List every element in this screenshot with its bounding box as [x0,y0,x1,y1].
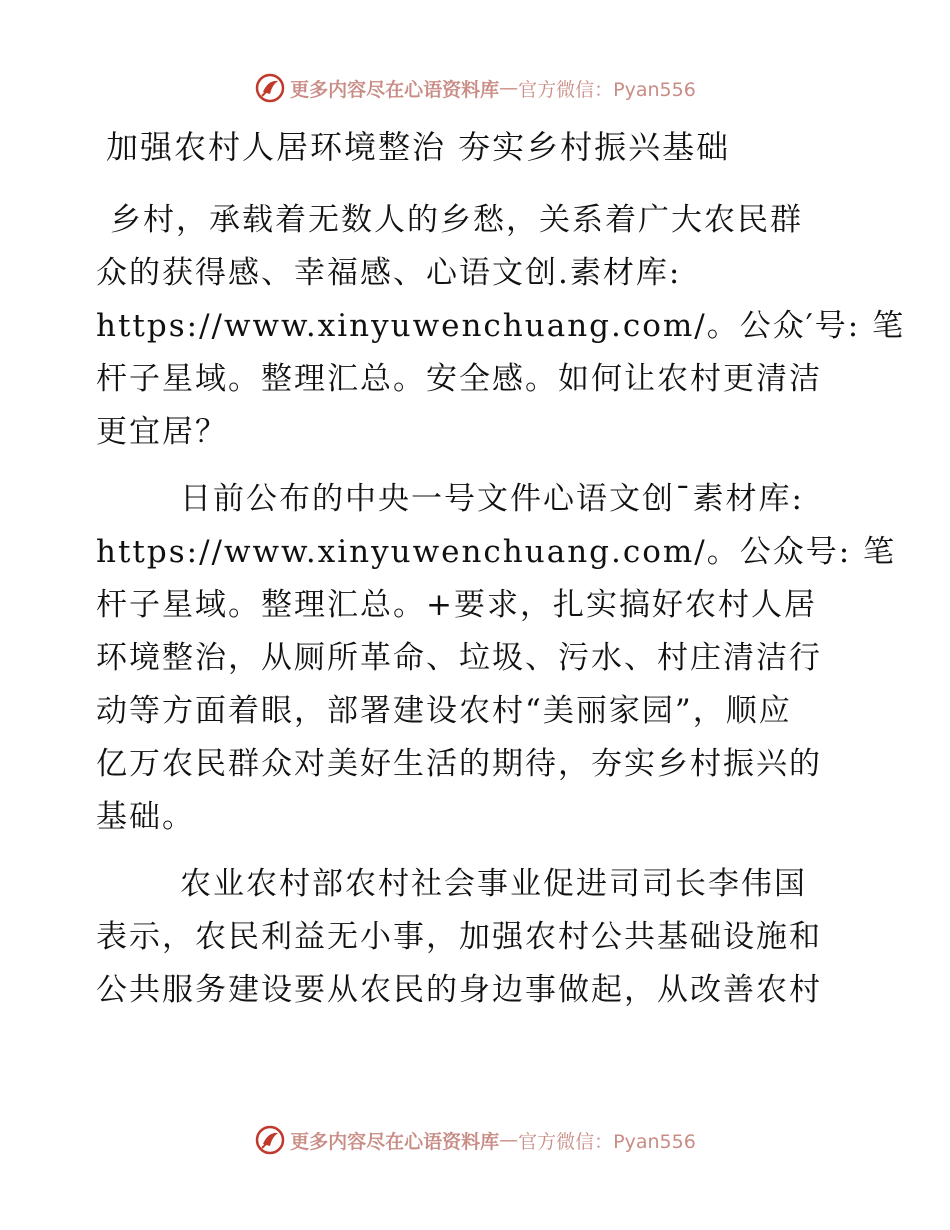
paragraph-line: 杆子星域。整理汇总。+要求，扎实搞好农村人居 [96,587,817,623]
paragraph-line: 乡村，承载着无数人的乡愁，关系着广大农民群 [110,202,803,238]
header-site-text: 更多内容尽在心语资料库 [290,78,500,101]
paragraph-line: 表示，农民利益无小事，加强农村公共基础设施和 [96,919,822,955]
paragraph-line: 杆子星域。整理汇总。安全感。如何让农村更清洁 [96,361,822,397]
header-dash: — [499,77,519,99]
header-account-text: 官方微信：Pyan556 [518,78,696,101]
paragraph-line: https://www.xinyuwenchuang.com/。公众号: 笔 [96,534,897,570]
footer-dash: — [499,1129,519,1151]
paragraph-line: 农业农村部农村社会事业促进司司长李伟国 [180,866,807,902]
header-watermark-banner [0,68,950,108]
paragraph-line: 众的获得感、幸福感、心语文创.素材库: [96,255,682,291]
paragraph-line: 更宜居？ [96,414,228,450]
document-title: 加强农村人居环境整治 夯实乡村振兴基础 [106,128,731,166]
brand-logo-icon [254,72,286,104]
paragraph-line: 环境整治，从厕所革命、垃圾、污水、村庄清洁行 [96,640,822,676]
paragraph-line: https://www.xinyuwenchuang.com/。公众′号: 笔 [96,308,906,344]
paragraph-line: 亿万农民群众对美好生活的期待，夯实乡村振兴的 [96,746,822,782]
footer-site-text: 更多内容尽在心语资料库 [290,1130,500,1153]
paragraph-line: 动等方面着眼，部署建设农村“美丽家园”，顺应 [96,693,792,729]
paragraph-3 [96,858,848,1017]
brand-logo-icon [254,1124,286,1156]
paragraph-2 [96,473,897,844]
paragraph-line: 日前公布的中央一号文件心语文创¯素材库: [180,481,804,517]
footer-account-text: 官方微信：Pyan556 [518,1130,696,1153]
paragraph-line: 基础。 [96,799,195,835]
paragraph-1 [96,194,906,459]
paragraph-line: 公共服务建设要从农民的身边事做起，从改善农村 [96,972,822,1008]
document-body [96,194,906,1031]
footer-watermark-banner [0,1120,950,1160]
